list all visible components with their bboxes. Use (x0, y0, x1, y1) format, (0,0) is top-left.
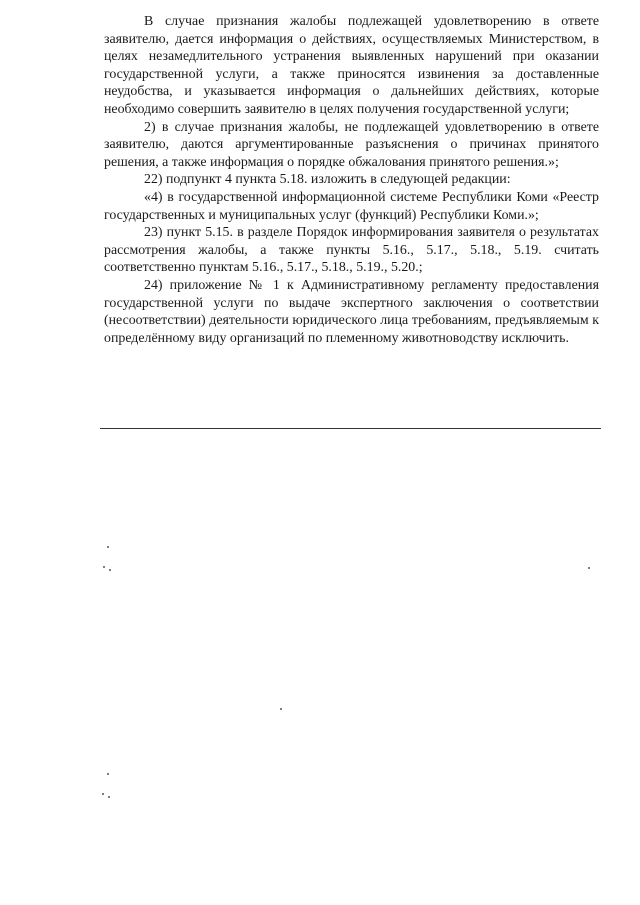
horizontal-divider (100, 428, 601, 429)
paragraph-item-22: 22) подпункт 4 пункта 5.18. изложить в следующей редакции: (144, 172, 511, 188)
scan-speck (103, 566, 105, 568)
paragraph-complaint-satisfied: В случае признания жалобы подлежащей удовлетворению в ответе заявителю, дается информация о действиях, осуществляемых Министерством, в целях незамедлительного устранения выявленных нарушений при оказании государственной услуги, а также приносятся извинения за доставленные неудобства, и указывается информация о дальнейших действиях, которые необходимо совершить заявителю в целях получения государственной услуги; (104, 14, 599, 117)
scan-speck (109, 569, 111, 571)
paragraph-item-24: 24) приложение № 1 к Административному регламенту предоставления государственной услуги по выдаче экспертного заключения о соответствии (несоответствии) деятельности юридического лица требованиям, предъявляемым к определённому виду организаций по племенному животноводству исключить. (104, 277, 599, 346)
paragraph-item-4-quote: «4) в государственной информационной системе Республики Коми «Реестр государственных и муниципальных услуг (функций) Республики Коми.»; (104, 189, 599, 223)
scan-speck (102, 793, 104, 795)
scan-speck (108, 796, 110, 798)
paragraph-complaint-rejected: 2) в случае признания жалобы, не подлежащей удовлетворению в ответе заявителю, даются аргументированные разъяснения о причинах принятого решения, а также информация о порядке обжалования принятого решения.»; (104, 119, 599, 170)
scan-speck (588, 567, 590, 569)
scan-speck (280, 708, 282, 710)
paragraph-item-23: 23) пункт 5.15. в разделе Порядок информирования заявителя о результатах рассмотрения жалобы, а также пункты 5.16., 5.17., 5.18., 5.19. считать соответственно пунктам 5.16., 5.17., 5.18., 5.19., 5.20.; (104, 225, 599, 276)
document-body (104, 13, 599, 347)
scan-speck (107, 546, 109, 548)
scan-speck (107, 773, 109, 775)
